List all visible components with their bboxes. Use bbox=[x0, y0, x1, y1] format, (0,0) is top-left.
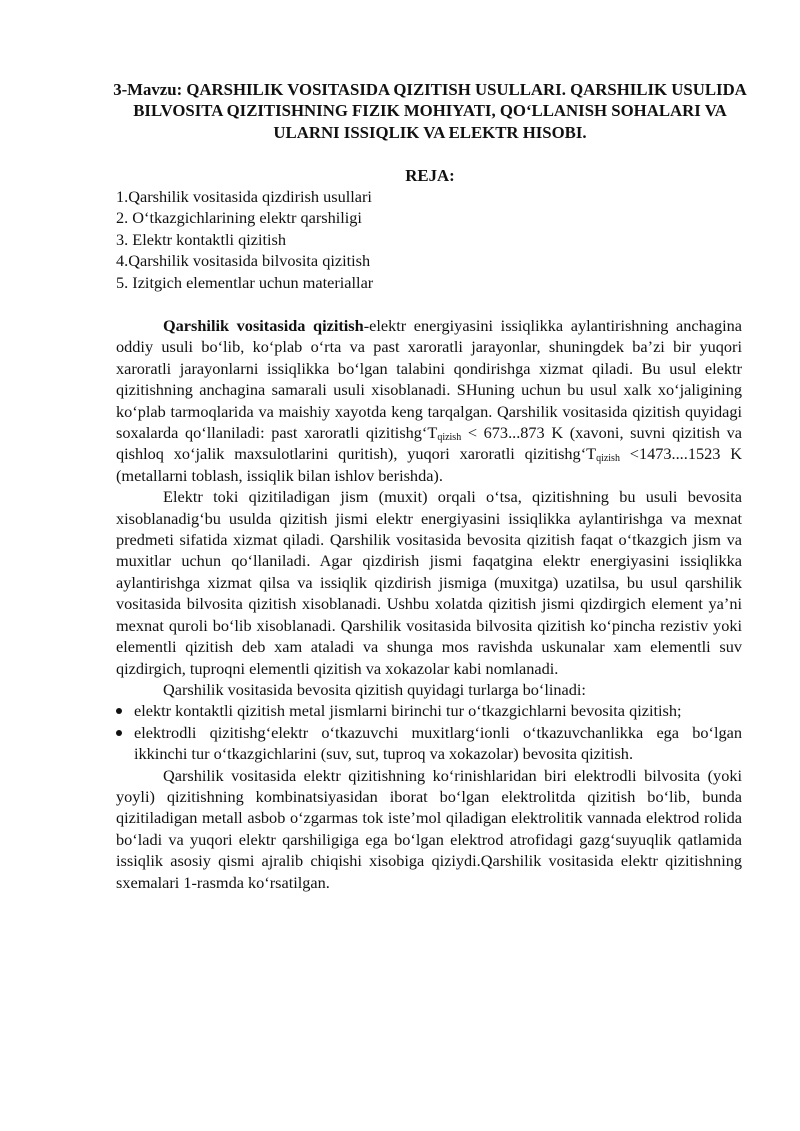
paragraph-1-text-c: <1473....1523 K (metallarni toblash, issiqlik bilan ishlov berishda). bbox=[116, 444, 742, 485]
document-title: 3-Mavzu: QARSHILIK VOSITASIDA QIZITISH USULLARI. QARSHILIK USULIDA BILVOSITA QIZITISHNING FIZIK MOHIYATI, QO‘LLANISH SOHALARI VA ULARNI ISSIQLIK VA ELEKTR HISOBI. bbox=[113, 80, 747, 142]
paragraph-1-lead: Qarshilik vositasida qizitish bbox=[163, 316, 364, 335]
plan-item: 1.Qarshilik vositasida qizdirish usullari bbox=[116, 187, 372, 206]
plan-item: 4.Qarshilik vositasida bilvosita qizitish bbox=[116, 251, 371, 271]
paragraph-1 bbox=[116, 315, 742, 486]
subscript-qizish-2: qizish bbox=[596, 453, 620, 465]
subscript-qizish-1: qizish bbox=[437, 432, 462, 444]
bullet-item bbox=[116, 722, 742, 765]
plan-list bbox=[116, 186, 746, 293]
paragraph-1-text-b: < 673...873 K (xavoni, suvni qizitish va qishloq xo‘jalik maxsulotlarini quritish), yuqori xaroratli qizitishg‘T bbox=[116, 423, 742, 464]
plan-heading: REJA: bbox=[405, 166, 455, 185]
plan-item: 5. Izitgich elementlar uchun materiallar bbox=[116, 272, 374, 292]
bullet-dot-icon bbox=[116, 730, 122, 736]
plan-item: 2. O‘tkazgichlarining elektr qarshiligi bbox=[116, 208, 362, 228]
bullet-list bbox=[116, 700, 742, 764]
bullet-item bbox=[116, 700, 742, 721]
bullet-dot-icon bbox=[116, 708, 122, 714]
paragraph-1-text-a: -elektr energiyasini issiqlikka aylantirishning anchagina oddiy usuli bo‘lib, ko‘plab o‘rta va past xaroratli jarayonlar, shuningdek ba’zi bir yuqori xaroratli jarayonlarni issiqlikka bo‘lgan talabini qondirishga xizmat qiladi. Bu usul elektr qizitishning anchagina samarali usuli xisoblanadi. SHuning uchun bu usul xalk xo‘jaligining ko‘plab tarmoqlarida va maishiy xayotda keng tarqalgan. Qarshilik vositasida qizitish quyidagi soxalarda qo‘llaniladi: past xaroratli qizitishg‘T bbox=[116, 316, 742, 443]
bullet-item-text: elektr kontaktli qizitish metal jismlarni birinchi tur o‘tkazgichlarni bevosita qizitish; bbox=[134, 701, 682, 721]
plan-item: 3. Elektr kontaktli qizitish bbox=[116, 229, 287, 249]
paragraph-4: Qarshilik vositasida elektr qizitishning ko‘rinishlaridan biri elektrodli bilvosita (yoki yoyli) qizitishning kombinatsiyasidan iborat bo‘lgan elektrolitda qizitish bo‘lib, bunda qizitiladigan metall asbob o‘zgarmas tok iste’mol qiladigan elektrolitik vannada elektrod rolida bo‘ladi va yuqori elektr qarshiligiga ega bo‘lgan elektrod atrofidagi gazg‘suyuqlik qatlamida issiqlik asosiy qismi ajralib chiqishi xisobiga qiziydi.Qarshilik vositasida elektr qizitishning sxemalari 1-rasmda ko‘rsatilgan. bbox=[116, 765, 742, 892]
paragraph-2: Elektr toki qizitiladigan jism (muxit) orqali o‘tsa, qizitishning bu usuli bevosita xisoblanadig‘bu usulda qizitish jismi elektr energiyasini issiqlikka aylantirishga va mexnat predmeti sifatida xizmat qiladi. Qarshilik vositasida bevosita qizitish faqat o‘tkazgich jism va muxitlar uchun qo‘llaniladi. Agar qizdirish jismi faqatgina elektr energiyasini issiqlikka aylantirishga xizmat qilsa va issiqlik qizdirish jismiga (muxitga) uzatilsa, bu usul qarshilik vositasida bilvosita qizitish xisoblanadi. Ushbu xolatda qizitish jismi qizdirgich element ya’ni mexnat quroli bo‘lib xisoblanadi. Qarshilik vositasida bilvosita qizitish ko‘pincha rezistiv yoki elementli qizitish deb xam ataladi va shunga mos ravishda uskunalar xam elementli suv qizdirgich, tuproqni elementli qizitish va xokazolar kabi nomlanadi. bbox=[116, 487, 742, 678]
paragraph-3: Qarshilik vositasida bevosita qizitish quyidagi turlarga bo‘linadi: bbox=[163, 679, 586, 699]
bullet-item-text: elektrodli qizitishg‘elektr o‘tkazuvchi muxitlarg‘ionli o‘tkazuvchanlikka ega bo‘lgan ikkinchi tur o‘tkazgichlarini (suv, sut, tuproq va xokazolar) bevosita qizitish. bbox=[134, 722, 742, 764]
document-body bbox=[116, 315, 742, 893]
